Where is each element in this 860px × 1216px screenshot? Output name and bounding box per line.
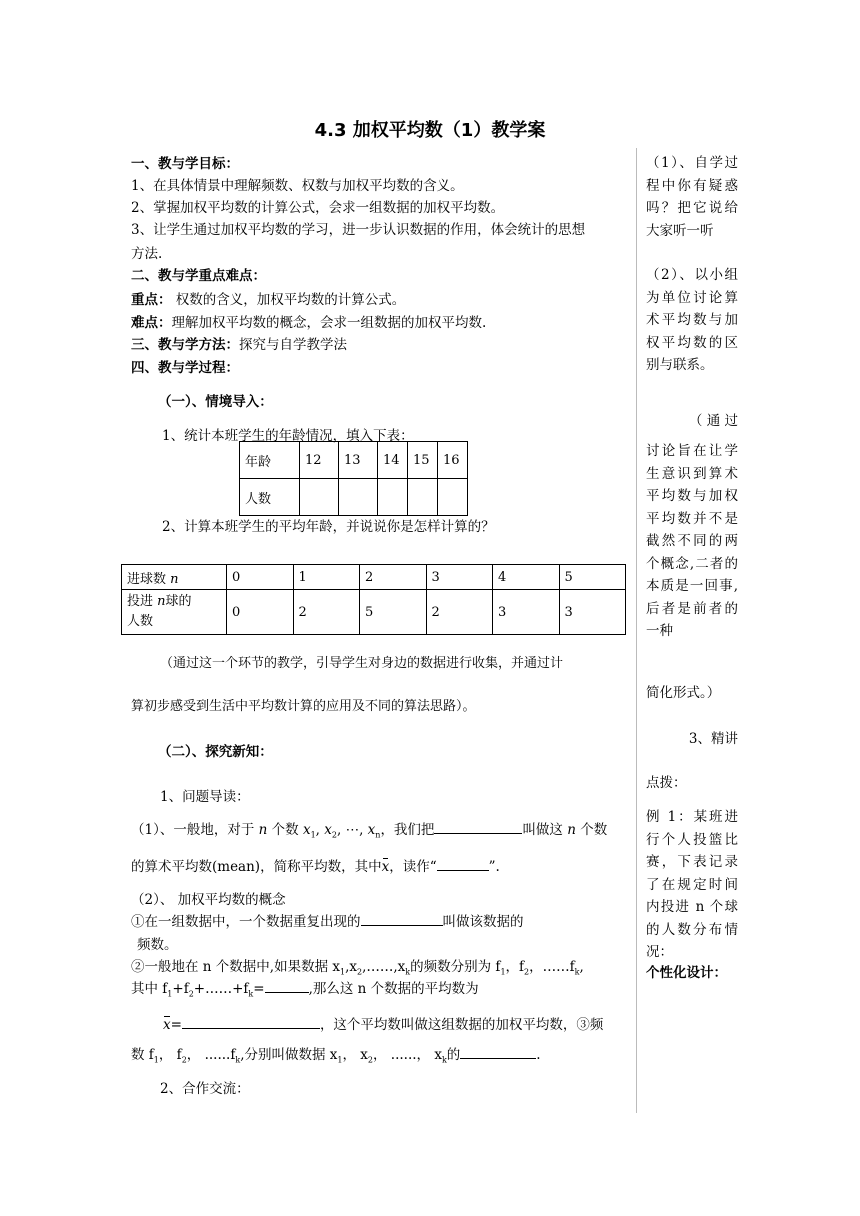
goal-3: 3、让学生通过加权平均数的学习，进一步认识数据的作用，体会统计的思想 <box>131 222 586 238</box>
x-bar-symbol: x <box>381 859 390 875</box>
table-cell: 16 <box>438 442 468 479</box>
table-cell: 3 <box>559 590 626 635</box>
section-heading-goals: 一、教与学目标： <box>131 156 239 172</box>
table-cell: 2 <box>360 565 427 590</box>
table-cell: 4 <box>493 565 560 590</box>
table-cell[interactable] <box>438 479 468 516</box>
method-text: 探究与自学教学法 <box>239 337 347 353</box>
weighted-formula-line-3: x= ，这个平均数叫做这组数据的加权平均数，③频 <box>163 1017 604 1033</box>
part2-heading: （二）、探究新知： <box>158 744 273 760</box>
blank-mean-formula[interactable] <box>434 833 522 834</box>
goal-3-cont: 方法. <box>131 246 163 262</box>
difficulty-point <box>131 311 486 331</box>
table-cell: 14 <box>378 442 408 479</box>
section-heading-process: 四、教与学过程： <box>131 360 239 376</box>
definition-line-2: 的算术平均数(mean)，简称平均数，其中x，读作“ ”. <box>131 859 500 875</box>
weights-definition: 数 $f_1$， $f_2$， $......f_k$,分别叫做数据 $x_1$， $x_2$， ......， $x_k$的 . <box>131 1047 541 1065</box>
sidebar-example: 例 1：某班进行个人投篮比赛，下表记录了在规定时间内投进 n 个球的人数分布情况： <box>646 809 738 960</box>
table-row <box>240 479 468 516</box>
table-cell: 0 <box>227 590 294 635</box>
blank-frequency[interactable] <box>361 925 443 926</box>
page-title: 4.3 加权平均数（1）教学案 <box>314 120 546 141</box>
table-cell: 2 <box>426 590 493 635</box>
table-row <box>122 590 626 635</box>
table-cell: 5 <box>360 590 427 635</box>
table-cell[interactable] <box>339 479 378 516</box>
goal-2: 2、掌握加权平均数的计算公式，会求一组数据的加权平均数。 <box>131 200 505 216</box>
table-cell: 投进 n球的 人数 <box>122 590 227 635</box>
key-label: 重点： <box>131 292 172 308</box>
table-cell: 12 <box>300 442 339 479</box>
part1-question-1: 1、统计本班学生的年龄情况，填入下表： <box>162 428 414 444</box>
sidebar-heading-lecture: 3、精讲 <box>688 731 738 747</box>
sidebar-note-1: （1）、自学过程中你有疑惑吗？把它说给大家听一听 <box>646 155 738 239</box>
frequency-term: 频数。 <box>137 937 178 953</box>
part1-heading: （一）、情境导入： <box>158 394 273 410</box>
table-cell: 人数 <box>240 479 300 516</box>
key-text: 权数的含义，加权平均数的计算公式。 <box>171 292 406 308</box>
table-cell[interactable] <box>408 479 438 516</box>
table-cell: 3 <box>493 590 560 635</box>
frequency-definition: ①在一组数据中，一个数据重复出现的 叫做该数据的 <box>131 914 524 930</box>
table-cell[interactable] <box>300 479 339 516</box>
table-cell: 5 <box>559 565 626 590</box>
sidebar-note-3: （ 通 过 <box>688 413 738 429</box>
x-bar-symbol: x <box>163 1017 171 1033</box>
table-cell[interactable] <box>378 479 408 516</box>
sidebar-note-2: （2）、以小组为单位讨论算术平均数与加权平均数的区别与联系。 <box>646 267 738 373</box>
column-divider <box>636 148 637 1113</box>
goal-1: 1、在具体情景中理解频数、权数与加权平均数的含义。 <box>131 178 464 194</box>
difficulty-text: 理解加权平均数的概念，会求一组数据的加权平均数. <box>171 315 487 331</box>
goals-table <box>121 564 626 635</box>
table-cell: 年龄 <box>240 442 300 479</box>
definition-line-1: （1）、一般地，对于 n 个数 $x_1$, $x_2$, ⋯, $x_n$，我们把 叫做这 n 个数 <box>131 822 608 840</box>
key-point <box>131 288 405 308</box>
table-row <box>240 442 468 479</box>
age-table <box>239 441 468 516</box>
weighted-formula-line-2: 其中 $f_1+f_2+\dots\dots+f_k=$ ,那么这 n 个数据的平均数为 <box>131 981 479 999</box>
table-cell: 0 <box>227 565 294 590</box>
difficulty-label: 难点： <box>131 315 172 331</box>
weighted-mean-concept: （2）、 加权平均数的概念 <box>131 892 286 908</box>
part2-question-1: 1、问题导读： <box>160 789 250 805</box>
table-cell: 2 <box>293 590 360 635</box>
blank-weights[interactable] <box>460 1058 536 1059</box>
section-heading-keypoints: 二、教与学重点难点： <box>131 268 266 284</box>
sidebar-note-4: 讨论旨在让学生意识到算术平均数与加权平均数并不是截然不同的两个概念,二者的本质是一回事,后者是前者的一种 <box>646 443 738 639</box>
table-cell: 1 <box>293 565 360 590</box>
table-cell: 15 <box>408 442 438 479</box>
method-line <box>131 333 347 353</box>
blank-weighted-mean[interactable] <box>182 1028 320 1029</box>
section-heading-method: 三、教与学方法： <box>131 337 239 353</box>
part1-note: （通过这一个环节的教学，引导学生对身边的数据进行收集，并通过计 <box>160 656 564 671</box>
table-cell: 进球数 n <box>122 565 227 590</box>
table-row <box>122 565 626 590</box>
blank-sum[interactable] <box>265 992 309 993</box>
part1-question-2: 2、计算本班学生的平均年龄，并说说你是怎样计算的？ <box>162 519 495 535</box>
table-cell: 3 <box>426 565 493 590</box>
weighted-formula-line-1: ②一般地在 n 个数据中,如果数据 $x_1,x_2,\dots\dots,x_k$的频数分别为 $f_1$，$f_2$，$\dots\dots f_k$, <box>131 959 584 977</box>
part1-note-cont: 算初步感受到生活中平均数计算的应用及不同的算法思路）。 <box>131 699 476 714</box>
sidebar-note-5: 简化形式。） <box>646 685 721 701</box>
sidebar-heading-tips: 点拨： <box>646 775 687 791</box>
table-cell: 13 <box>339 442 378 479</box>
part2-question-2: 2、合作交流： <box>160 1081 250 1097</box>
sidebar-personal-design: 个性化设计： <box>646 965 727 981</box>
blank-reading[interactable] <box>437 870 489 871</box>
